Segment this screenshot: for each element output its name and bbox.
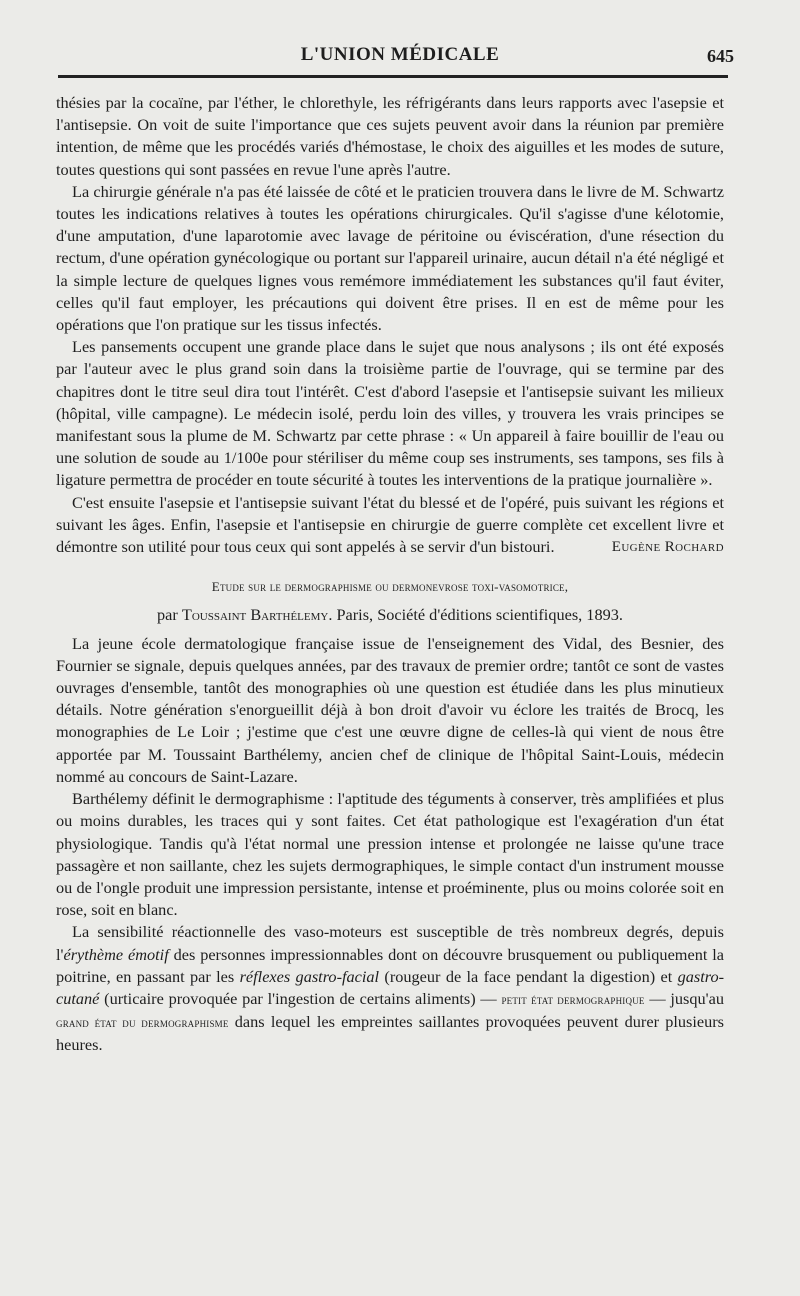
text-run: — jusqu'au (644, 988, 724, 1008)
paragraph: thésies par la cocaïne, par l'éther, le chlorethyle, les réfrigérants dans leurs rapports avec l'asepsie et l'antisepsie. On voit de suite l'importance que ces sujets peuvent avoir dans la réunion par première intention, de même que les procédés variés d'hémostase, le choix des aiguilles et les modes de suture, toutes questions qui sont passées en revue l'une après l'autre. (56, 93, 724, 179)
paragraph: Barthélemy définit le dermographisme : l'aptitude des téguments à conserver, très amplifiées et plus ou moins durables, les traces qui y sont faites. Cet état pathologique est l'exagération d'un état physiologique. Tandis qu'à l'état normal une pression intense et prolongée ne laisse qu'une trace passagère et non saillante, chez les sujets dermographiques, le simple contact d'un instrument mousse ou de l'ongle produit une impression persistante, intense et proéminente, plus ou moins colorée soit en rose, soit en blanc. (56, 789, 724, 920)
text-run: (urticaire provoquée par l'ingestion de certains aliments) — (99, 988, 502, 1008)
text-run: dans lequel les empreintes saillantes provoquées peuvent durer plusieurs heures. (56, 1012, 724, 1055)
running-head (0, 40, 800, 70)
page-number: 645 (707, 46, 734, 66)
small-caps-term: petit état dermographique (501, 991, 645, 1007)
text-run: La sensibilité réactionnelle des vaso-moteurs est susceptible de très nombreux degrés, depuis l' (56, 922, 724, 964)
small-caps-term: grand état du dermographisme (56, 1015, 229, 1031)
signature: Eugène Rochard (611, 539, 724, 556)
journal-title: L'UNION MÉDICALE (300, 44, 500, 65)
review-by: par (157, 605, 178, 625)
header-rule (58, 75, 728, 78)
text-run: des personnes impressionnables dont on découvre brusquement ou publiquement la poitrine, en passant par les (56, 944, 724, 986)
italic-term: érythème émotif (63, 944, 169, 964)
paragraph: Les pansements occupent une grande place dans le sujet que nous analysons ; ils ont été exposés par l'auteur avec le plus grand soin dans la troisième partie de l'ouvrage, qui se termine par des chapitres dont le titre seul dira tout l'intérêt. C'est d'abord l'asepsie et l'antisepsie suivant les milieux (hôpital, ville campagne). Le médecin isolé, perdu loin des villes, y trouvera les vrais principes se manifestant sous la plume de M. Schwartz par cette phrase : « Un appareil à faire bouillir de l'eau ou une solution de soude au 1/100e pour stériliser du même coup ses instruments, ses tampons, ses fils à ligature permettra de procéder en toute sécurité à toutes les interventions de la pratique journalière ». (56, 337, 724, 490)
paragraph-with-signature (56, 492, 724, 559)
italic-term: gastro-cutané (56, 966, 725, 1008)
review-publisher: . Paris, Société d'éditions scientifiques, 1893. (328, 605, 623, 625)
paragraph: La jeune école dermatologique française issue de l'enseignement des Vidal, des Besnier, des Fournier se signale, depuis quelques années, par des travaux de premier ordre; tantôt ce sont de vastes ouvrages d'ensemble, tantôt des monographies où une question est étudiée dans les plus minutieux détails. Notre génération s'enorgueillit déjà à bon droit d'avoir vu éclore les traités de Brocq, les monographies de Le Loir ; j'estime que c'est une œuvre digne de celles-là qui vient de nous être apportée par M. Toussaint Barthélemy, ancien chef de clinique de l'hôpital Saint-Louis, médecin nommé au concours de Saint-Lazare. (56, 633, 724, 786)
body-text (56, 92, 724, 1057)
paragraph-text: C'est ensuite l'asepsie et l'antisepsie suivant l'état du blessé et de l'opéré, puis suivant les régions et suivant les âges. Enfin, l'asepsie et l'antisepsie en chirurgie de guerre complète cet excellent livre et démontre son utilité pour tous ceux qui sont appelés à se servir d'un bistouri. (56, 492, 724, 557)
text-run: (rougeur de la face pendant la digestion) et (379, 966, 678, 986)
review-title: Etude sur le dermographisme ou dermonevrose toxi-vasomotrice, (211, 579, 569, 595)
italic-term: réflexes gastro-facial (239, 966, 380, 986)
paragraph (56, 921, 724, 1056)
paragraph: La chirurgie générale n'a pas été laissée de côté et le praticien trouvera dans le livre de M. Schwartz toutes les indications relatives à toutes les opérations chirurgicales. Qu'il s'agisse d'une kélotomie, d'une amputation, d'une laparotomie avec lavage de péritoine ou éviscération, d'une résection du rectum, d'une opération gynécologique ou portant sur l'appareil urinaire, aucun détail n'a été négligé et la simple lecture de quelques lignes vous remémore immédiatement les substances qu'il faut éviter, celles qu'il faut employer, les précautions qui doivent être prises. Il en est de même pour les opérations que l'on pratique sur les tissus infectés. (56, 181, 724, 335)
review-byline (56, 604, 724, 626)
review-author: Toussaint Barthélemy (181, 605, 329, 625)
